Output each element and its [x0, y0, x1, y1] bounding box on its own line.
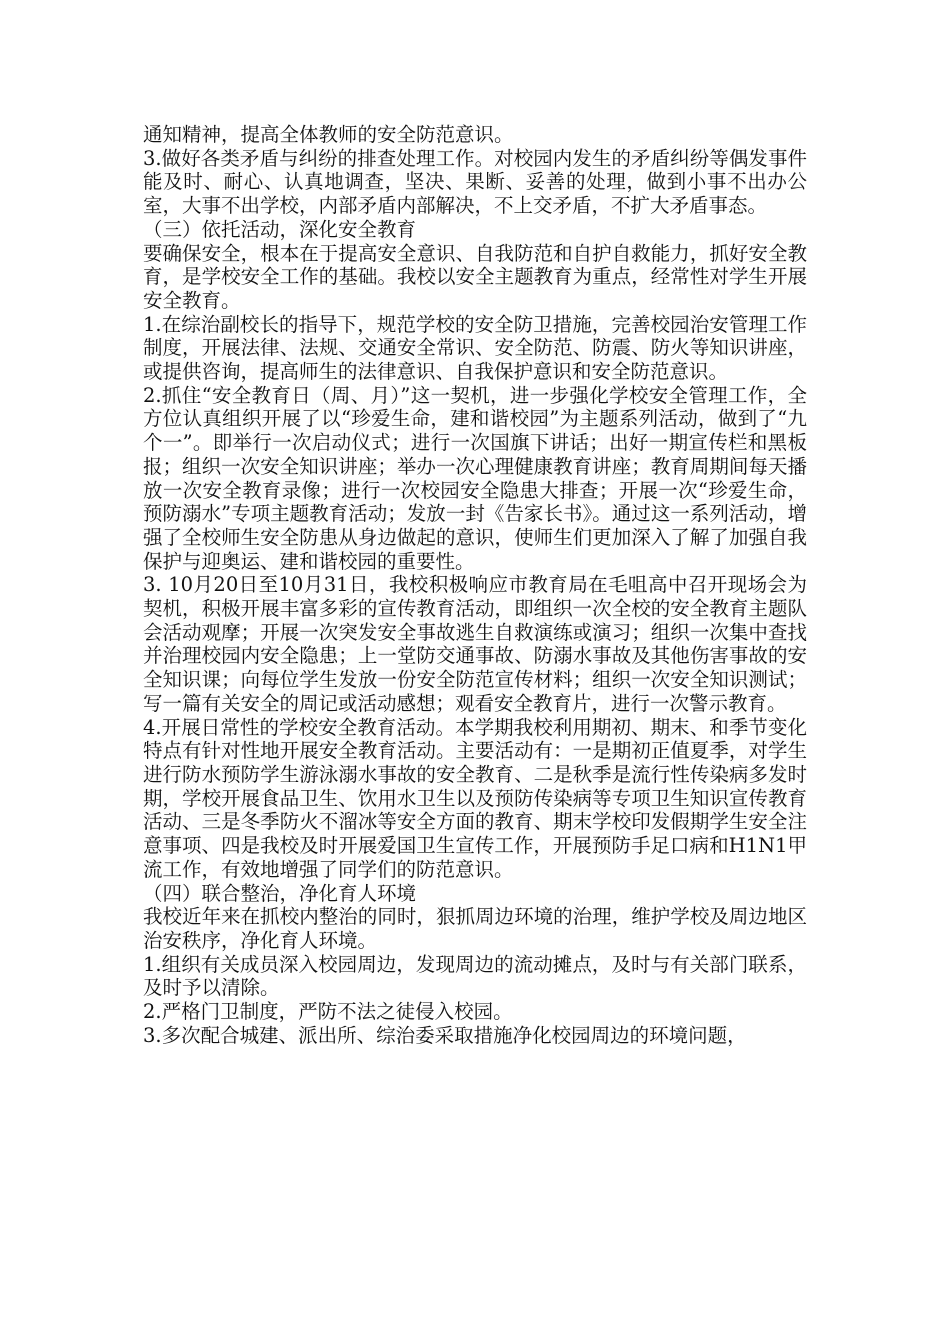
document-body — [143, 123, 807, 1047]
paragraph-item-1-guidance: 1.在综治副校长的指导下，规范学校的安全防卫措施，完善校园治安管理工作制度，开展法律、法规、交通安全常识、安全防范、防震、防火等知识讲座，或提供咨询，提高师生的法律意识、自我保护意识和安全防范意识。 — [143, 312, 807, 384]
paragraph-intro-education: 要确保安全，根本在于提高安全意识、自我防范和自护自救能力，抓好安全教育，是学校安全工作的基础。我校以安全主题教育为重点，经常性对学生开展安全教育。 — [143, 241, 807, 312]
paragraph-item-3-oct-activities: 3. 10月20日至10月31日，我校积极响应市教育局在毛咀高中召开现场会为契机，积极开展丰富多彩的宣传教育活动，即组织一次全校的安全教育主题队会活动观摩；开展一次突发安全事故逃生自救演练或演习；组织一次集中查找并治理校园内安全隐患；上一堂防交通事故、防溺水事故及其他伤害事故的安全知识课；向每位学生发放一份安全防范宣传材料；组织一次安全知识测试；写一篇有关安全的周记或活动感想；观看安全教育片，进行一次警示教育。 — [143, 573, 807, 715]
paragraph-item-2-gate: 2.严格门卫制度，严防不法之徒侵入校园。 — [143, 1000, 513, 1024]
paragraph-item-1-vendors: 1.组织有关成员深入校园周边，发现周边的流动摊点，及时与有关部门联系，及时予以清除。 — [143, 952, 807, 1000]
section-heading-3: （三）依托活动，深化安全教育 — [143, 217, 417, 241]
paragraph-item-4-routine: 4.开展日常性的学校安全教育活动。本学期我校利用期初、期末、和季节变化特点有针对性地开展安全教育活动。主要活动有：一是期初正值夏季，对学生进行防水预防学生游泳溺水事故的安全教育、二是秋季是流行性传染病多发时期，学校开展食品卫生、饮用水卫生以及预防传染病等专项卫生知识宣传教育活动、三是冬季防火不溜冰等安全方面的教育、期末学校印发假期学生安全注意事项、四是我校及时开展爱国卫生宣传工作，开展预防手足口病和H1N1甲流工作，有效地增强了同学们的防范意识。 — [143, 715, 807, 881]
paragraph-intro-environment: 我校近年来在抓校内整治的同时，狠抓周边环境的治理，维护学校及周边地区治安秩序，净化育人环境。 — [143, 905, 807, 952]
paragraph-continuation: 通知精神，提高全体教师的安全防范意识。 — [143, 123, 514, 146]
paragraph-item-3-cooperation: 3.多次配合城建、派出所、综治委采取措施净化校园周边的环境问题， — [143, 1023, 747, 1047]
paragraph-item-2-education-day: 2.抓住“安全教育日（周、月）”这一契机，进一步强化学校安全管理工作，全方位认真组织开展了以“珍爱生命，建和谐校园”为主题系列活动，做到了“九个一”。即举行一次启动仪式；进行一次国旗下讲话；出好一期宣传栏和黑板报；组织一次安全知识讲座；举办一次心理健康教育讲座；教育周期间每天播放一次安全教育录像；进行一次校园安全隐患大排查；开展一次“珍爱生命，预防溺水”专项主题教育活动；发放一封《告家长书》。通过这一系列活动，增强了全校师生安全防患从身边做起的意识，使师生们更加深入了解了加强自我保护与迎奥运、建和谐校园的重要性。 — [143, 383, 807, 573]
section-heading-4: （四）联合整治，净化育人环境 — [143, 881, 417, 905]
paragraph-item-3-dispute: 3.做好各类矛盾与纠纷的排查处理工作。对校园内发生的矛盾纠纷等偶发事件能及时、耐心、认真地调查，坚决、果断、妥善的处理，做到小事不出办公室，大事不出学校，内部矛盾内部解决，不上交矛盾，不扩大矛盾事态。 — [143, 146, 807, 218]
